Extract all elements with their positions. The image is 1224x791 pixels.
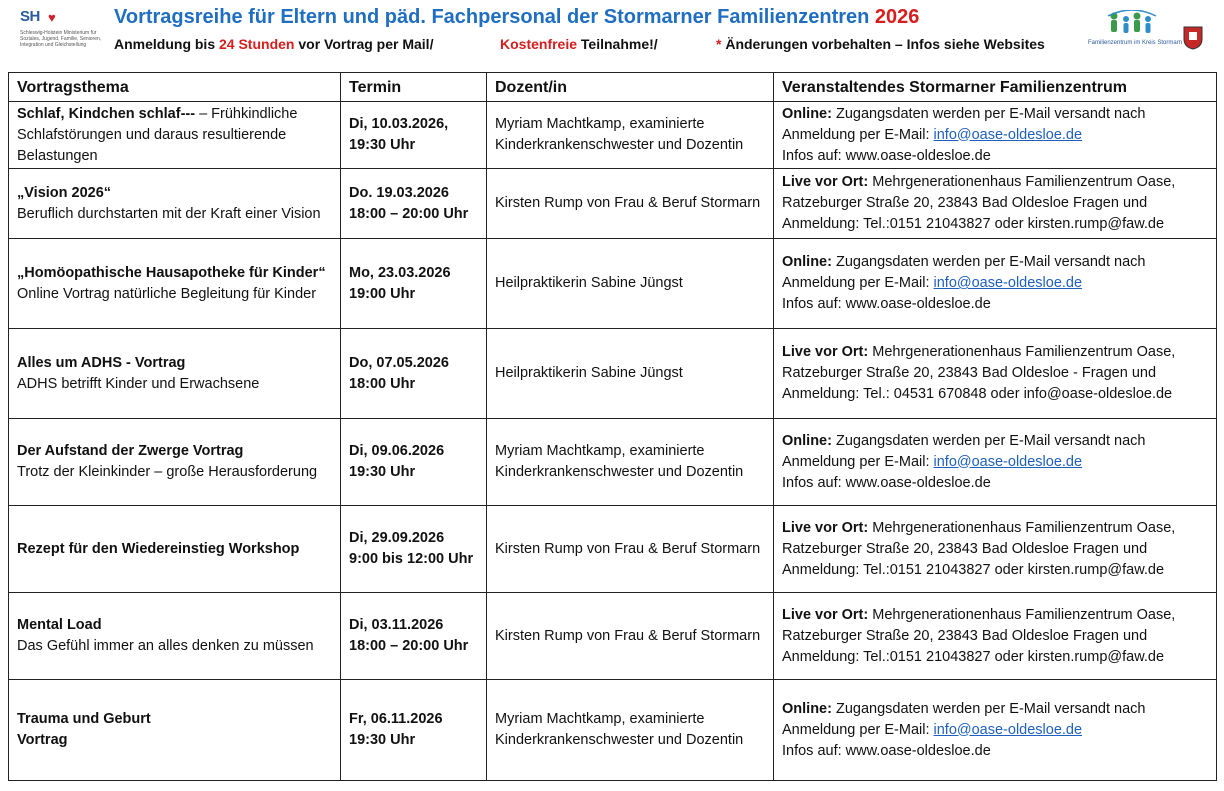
date-cell: Do. 19.03.2026 18:00 – 20:00 Uhr [341, 169, 487, 239]
topic-cell: Rezept für den Wiedereinstieg Workshop [9, 506, 341, 593]
venue-cell: Live vor Ort: Mehrgenerationenhaus Familienzentrum Oase, Ratzeburger Straße 20, 23843 Bad Oldesloe Fragen und Anmeldung: Tel.:0151 21043827 oder kirsten.rump@faw.de [774, 169, 1217, 239]
sh-heart-icon: ♥ [48, 10, 56, 25]
speaker-cell: Kirsten Rump von Frau & Beruf Stormarn [487, 169, 774, 239]
speaker-cell: Kirsten Rump von Frau & Beruf Stormarn [487, 506, 774, 593]
page-title-year: 2026 [874, 6, 920, 28]
date-cell: Di, 03.11.2026 18:00 – 20:00 Uhr [341, 593, 487, 680]
date-cell: Di, 10.03.2026, 19:30 Uhr [341, 102, 487, 169]
venue-cell: Online: Zugangsdaten werden per E-Mail versandt nach Anmeldung per E-Mail: info@oase-oldesloe.de Infos auf: www.oase-oldesloe.de [774, 102, 1217, 169]
column-header-venue: Veranstaltendes Stormarner Familienzentrum [774, 73, 1217, 102]
table-row [9, 329, 1217, 419]
topic-cell: „Homöopathische Hausapotheke für Kinder“ Online Vortrag natürliche Begleitung für Kinder [9, 239, 341, 329]
table-row [9, 102, 1217, 169]
table-row [9, 593, 1217, 680]
sh-logo-subtext: Schleswig-Holstein Ministerium für Soziales, Jugend, Familie, Senioren, Integration und Gleichstellung [20, 30, 102, 48]
table-row [9, 169, 1217, 239]
familienzentrum-logo [1088, 10, 1183, 52]
page-title-main: Vortragsreihe für Eltern und päd. Fachpersonal der Stormarner Familienzentren [114, 6, 870, 28]
page-title [114, 6, 919, 29]
venue-cell: Live vor Ort: Mehrgenerationenhaus Familienzentrum Oase, Ratzeburger Straße 20, 23843 Bad Oldesloe - Fragen und Anmeldung: Tel.: 04531 670848 oder info@oase-oldesloe.de [774, 329, 1217, 419]
topic-cell: Schlaf, Kindchen schlaf--- – Frühkindliche Schlafstörungen und daraus resultierende Belastungen [9, 102, 341, 169]
changes-note: * Änderungen vorbehalten – Infos siehe Websites [716, 36, 1045, 52]
date-cell: Fr, 06.11.2026 19:30 Uhr [341, 680, 487, 781]
stormarn-crest-icon [1183, 26, 1203, 50]
email-link[interactable]: info@oase-oldesloe.de [933, 275, 1083, 291]
topic-cell: Alles um ADHS - Vortrag ADHS betrifft Kinder und Erwachsene [9, 329, 341, 419]
date-cell: Mo, 23.03.2026 19:00 Uhr [341, 239, 487, 329]
table-row [9, 506, 1217, 593]
topic-cell: Trauma und Geburt Vortrag [9, 680, 341, 781]
registration-note: Anmeldung bis 24 Stunden vor Vortrag per Mail/ [114, 36, 434, 52]
venue-cell: Live vor Ort: Mehrgenerationenhaus Familienzentrum Oase, Ratzeburger Straße 20, 23843 Bad Oldesloe Fragen und Anmeldung: Tel.:0151 21043827 oder kirsten.rump@faw.de [774, 593, 1217, 680]
column-header-speaker: Dozent/in [487, 73, 774, 102]
lecture-schedule-table [8, 72, 1217, 781]
table-row [9, 239, 1217, 329]
family-figures-icon [1104, 10, 1160, 38]
speaker-cell: Heilpraktikerin Sabine Jüngst [487, 239, 774, 329]
sh-logo [20, 8, 104, 62]
speaker-cell: Myriam Machtkamp, examinierte Kinderkrankenschwester und Dozentin [487, 680, 774, 781]
speaker-cell: Heilpraktikerin Sabine Jüngst [487, 329, 774, 419]
topic-cell: Der Aufstand der Zwerge Vortrag Trotz der Kleinkinder – große Herausforderung [9, 419, 341, 506]
venue-cell: Online: Zugangsdaten werden per E-Mail versandt nach Anmeldung per E-Mail: info@oase-oldesloe.de Infos auf: www.oase-oldesloe.de [774, 680, 1217, 781]
venue-cell: Live vor Ort: Mehrgenerationenhaus Familienzentrum Oase, Ratzeburger Straße 20, 23843 Bad Oldesloe Fragen und Anmeldung: Tel.:0151 21043827 oder kirsten.rump@faw.de [774, 506, 1217, 593]
speaker-cell: Kirsten Rump von Frau & Beruf Stormarn [487, 593, 774, 680]
date-cell: Di, 09.06.2026 19:30 Uhr [341, 419, 487, 506]
column-header-topic: Vortragsthema [9, 73, 341, 102]
table-row [9, 680, 1217, 781]
column-header-date: Termin [341, 73, 487, 102]
table-row [9, 419, 1217, 506]
speaker-cell: Myriam Machtkamp, examinierte Kinderkrankenschwester und Dozentin [487, 102, 774, 169]
email-link[interactable]: info@oase-oldesloe.de [933, 453, 1083, 470]
speaker-cell: Myriam Machtkamp, examinierte Kinderkrankenschwester und Dozentin [487, 419, 774, 506]
date-cell: Do, 07.05.2026 18:00 Uhr [341, 329, 487, 419]
date-cell: Di, 29.09.2026 9:00 bis 12:00 Uhr [341, 506, 487, 593]
venue-cell: Online: Zugangsdaten werden per E-Mail versandt nach Anmeldung per E-Mail: info@oase-oldesloe.de Infos auf: www.oase-oldesloe.de [774, 419, 1217, 506]
topic-cell: „Vision 2026“ Beruflich durchstarten mit der Kraft einer Vision [9, 169, 341, 239]
topic-cell: Mental Load Das Gefühl immer an alles denken zu müssen [9, 593, 341, 680]
sh-logo-text: SH [20, 8, 40, 25]
email-link[interactable]: info@oase-oldesloe.de [933, 126, 1083, 143]
free-participation-note: Kostenfreie Teilnahme!/ [500, 36, 658, 52]
table-header-row [9, 73, 1217, 102]
venue-cell: Online: Zugangsdaten werden per E-Mail versandt nach Anmeldung per E-Mail: info@oase-oldesloe.de Infos auf: www.oase-oldesloe.de [774, 239, 1217, 329]
familienzentrum-logo-text: Familienzentrum im Kreis Stormarn [1088, 40, 1183, 46]
email-link[interactable]: info@oase-oldesloe.de [933, 721, 1083, 738]
